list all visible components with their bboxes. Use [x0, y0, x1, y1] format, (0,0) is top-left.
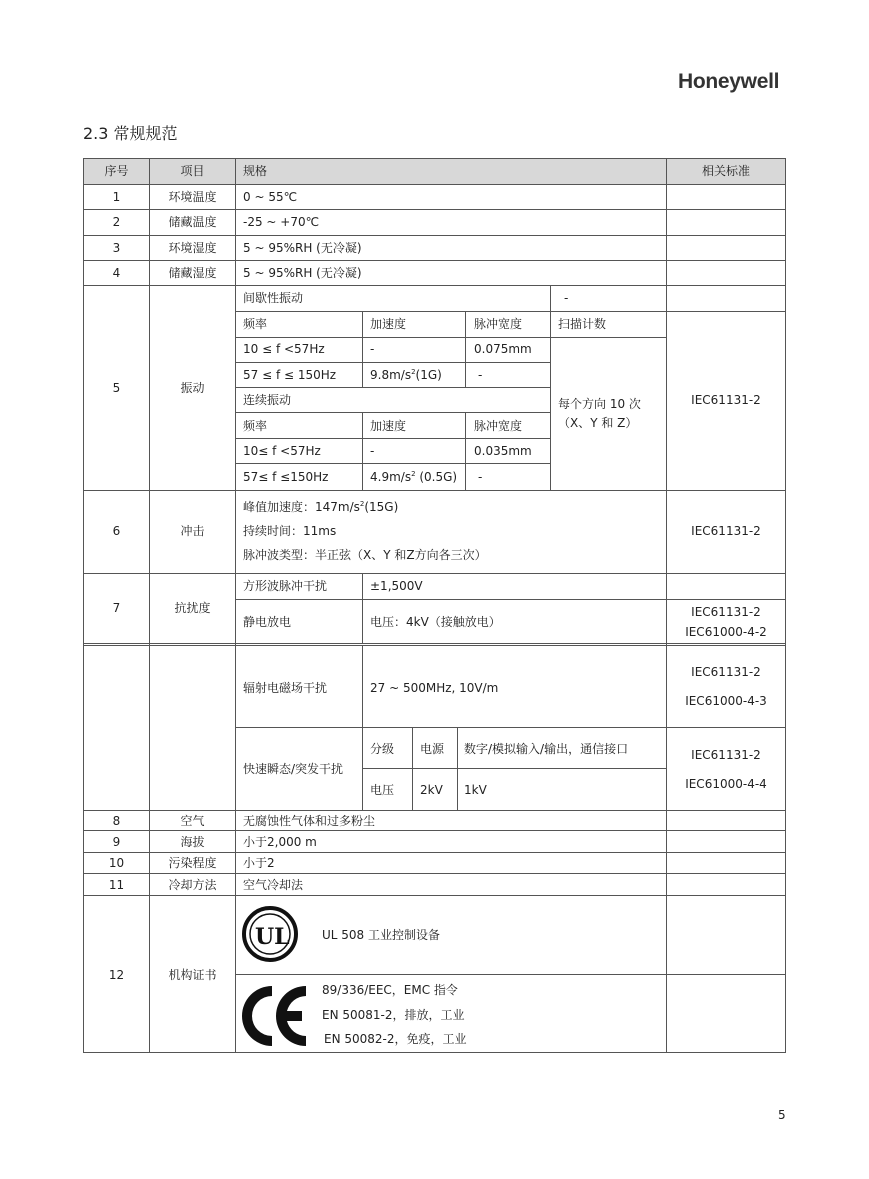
- grid-line: [362, 573, 363, 643]
- grid-line: [83, 490, 786, 491]
- ul-text: UL 508 工业控制设备: [322, 928, 441, 942]
- row-no: 7: [112, 601, 121, 615]
- c-col-pulse: 脉冲宽度: [474, 419, 523, 433]
- i2-acc: $9.8m/s^2(1G)$: [370, 368, 442, 382]
- grid-line: [83, 158, 786, 159]
- row-no: 3: [112, 241, 121, 255]
- row-item: 冷却方法: [168, 878, 217, 892]
- row-spec: 5 ~ 95%RH (无冷凝): [243, 241, 362, 255]
- grid-line: [235, 463, 550, 464]
- grid-line: [83, 873, 786, 874]
- row-item: 海拔: [180, 835, 205, 849]
- grid-line: [83, 1052, 786, 1053]
- row-item: 抗扰度: [174, 601, 211, 615]
- c1-freq: 10≤ f <57Hz: [243, 444, 321, 458]
- row-item: 冲击: [180, 524, 205, 538]
- c2-acc: $4.9m/s^2$ (0.5G): [370, 470, 458, 484]
- grid-line: [362, 311, 363, 387]
- grid-line: [362, 645, 363, 810]
- row-item: 污染程度: [168, 856, 217, 870]
- row-item: 储藏湿度: [168, 266, 217, 280]
- c1-pulse: 0.035mm: [474, 444, 532, 458]
- grid-line: [235, 727, 786, 728]
- row-spec: 5 ~ 95%RH (无冷凝): [243, 266, 362, 280]
- grid-line: [83, 184, 786, 185]
- radiated-standard-1: IEC61131-2: [691, 665, 761, 679]
- col-pulse: 脉冲宽度: [474, 317, 523, 331]
- header-no: 序号: [104, 164, 129, 178]
- continuous-label: 连续振动: [243, 393, 292, 407]
- row-no: 1: [112, 190, 121, 204]
- grid-line: [412, 727, 413, 810]
- row-item: 空气: [180, 814, 205, 828]
- row-no: 10: [108, 856, 125, 870]
- grid-line: [83, 645, 786, 646]
- grid-line: [235, 158, 236, 1053]
- c1-acc: -: [370, 444, 375, 458]
- radiated-standard-2: IEC61000-4-3: [685, 694, 767, 708]
- header-standard: 相关标准: [701, 164, 750, 178]
- ce-text-line3: EN 50082-2，免疫，工业: [324, 1032, 467, 1046]
- intermittent-label: 间歇性振动: [243, 291, 304, 305]
- row-spec: -25 ~ +70℃: [243, 215, 320, 229]
- shock-wave: 脉冲波类型：半正弦（X、Y 和Z方向各三次）: [243, 548, 487, 562]
- row-spec: 无腐蚀性气体和过多粉尘: [243, 814, 376, 828]
- grid-line: [235, 974, 786, 975]
- row-item: 振动: [180, 381, 205, 395]
- header-item: 项目: [180, 164, 205, 178]
- radiated-value: 27 ~ 500MHz, 10V/m: [370, 681, 499, 695]
- row-no: 6: [112, 524, 121, 538]
- i1-acc: -: [370, 342, 375, 356]
- row-no: 5: [112, 381, 121, 395]
- svg-text:UL: UL: [255, 924, 290, 950]
- eft-voltage-label: 电压: [370, 783, 395, 797]
- grid-line: [83, 209, 786, 210]
- row-no: 12: [108, 968, 125, 982]
- grid-line: [362, 768, 666, 769]
- shock-peak: 峰值加速度：$147m/s^2(15G)$: [243, 500, 399, 514]
- page-number: 5: [778, 1108, 786, 1122]
- row-no: 9: [112, 835, 121, 849]
- grid-line: [457, 727, 458, 810]
- grid-line: [235, 387, 550, 388]
- row-item: 机构证书: [168, 968, 217, 982]
- eft-label: 快速瞬态/突发干扰: [243, 762, 344, 776]
- ce-text-line2: EN 50081-2，排放，工业: [322, 1008, 465, 1022]
- eft-header-level: 分级: [370, 742, 395, 756]
- grid-line: [83, 573, 786, 574]
- row-item: 环境湿度: [168, 241, 217, 255]
- grid-line: [235, 599, 786, 600]
- honeywell-logo: Honeywell: [678, 70, 780, 93]
- grid-line: [785, 158, 786, 1053]
- row-spec: 0 ~ 55℃: [243, 190, 298, 204]
- eft-header-power: 电源: [420, 742, 445, 756]
- c-col-acc: 加速度: [370, 419, 407, 433]
- grid-line: [235, 337, 666, 338]
- eft-standard-1: IEC61131-2: [691, 748, 761, 762]
- c2-pulse: -: [478, 470, 483, 484]
- ul-certification-icon: [242, 906, 298, 962]
- grid-line: [83, 260, 786, 261]
- grid-line: [235, 311, 786, 312]
- row-no: 4: [112, 266, 121, 280]
- shock-duration: 持续时间：11ms: [243, 524, 337, 538]
- esd-label: 静电放电: [243, 615, 292, 629]
- row-standard: IEC61131-2: [691, 524, 761, 538]
- grid-line: [83, 830, 786, 831]
- grid-line: [465, 412, 466, 490]
- scan-count-line2: （X、Y 和 Z）: [558, 416, 638, 430]
- grid-line: [362, 412, 363, 490]
- row-item: 环境温度: [168, 190, 217, 204]
- grid-line: [83, 235, 786, 236]
- col-freq: 频率: [243, 317, 268, 331]
- grid-line: [83, 285, 786, 286]
- row-no: 11: [108, 878, 125, 892]
- row-spec: 空气冷却法: [243, 878, 304, 892]
- i2-pulse: -: [478, 368, 483, 382]
- ce-text-line1: 89/336/EEC，EMC 指令: [322, 983, 458, 997]
- i1-freq: 10 ≤ f <57Hz: [243, 342, 325, 356]
- c-col-freq: 频率: [243, 419, 268, 433]
- esd-standard-1: IEC61131-2: [691, 605, 761, 619]
- scan-count-line1: 每个方向 10 次: [558, 397, 641, 411]
- row-no: 2: [112, 215, 121, 229]
- col-acc: 加速度: [370, 317, 407, 331]
- i2-freq: 57 ≤ f ≤ 150Hz: [243, 368, 337, 382]
- eft-header-io: 数字/模拟输入/输出，通信接口: [464, 742, 629, 756]
- square-wave-value: ±1,500V: [370, 579, 423, 593]
- eft-io-value: 1kV: [464, 783, 487, 797]
- grid-line: [235, 412, 550, 413]
- square-wave-label: 方形波脉冲干扰: [243, 579, 328, 593]
- i1-pulse: 0.075mm: [474, 342, 532, 356]
- row-standard: IEC61131-2: [691, 393, 761, 407]
- esd-standard-2: IEC61000-4-2: [685, 625, 767, 639]
- row-no: 8: [112, 814, 121, 828]
- grid-line: [235, 362, 550, 363]
- ce-certification-icon: [240, 980, 310, 1052]
- intermittent-dash: -: [564, 291, 569, 305]
- grid-line: [83, 810, 786, 811]
- row-spec: 小于2,000 m: [243, 835, 317, 849]
- esd-value: 电压：4kV（接触放电）: [370, 615, 501, 629]
- grid-line: [83, 895, 786, 896]
- section-title: 2.3 常规规范: [83, 124, 178, 143]
- eft-standard-2: IEC61000-4-4: [685, 777, 767, 791]
- row-item: 储藏温度: [168, 215, 217, 229]
- grid-line: [83, 643, 786, 644]
- row-spec: 小于2: [243, 856, 275, 870]
- c2-freq: 57≤ f ≤150Hz: [243, 470, 329, 484]
- grid-line: [465, 311, 466, 387]
- grid-line: [235, 438, 550, 439]
- radiated-label: 辐射电磁场干扰: [243, 681, 328, 695]
- header-spec: 规格: [243, 164, 268, 178]
- eft-power-value: 2kV: [420, 783, 443, 797]
- col-scan: 扫描计数: [558, 317, 607, 331]
- grid-line: [550, 285, 551, 490]
- grid-line: [83, 852, 786, 853]
